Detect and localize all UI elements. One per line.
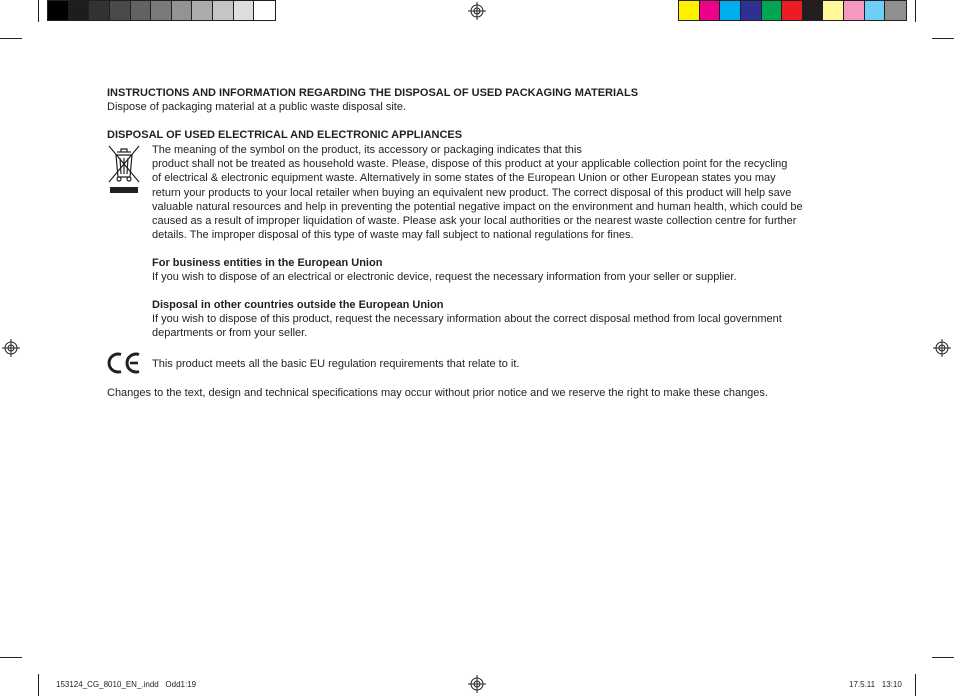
- other-countries-heading: Disposal in other countries outside the European Union: [152, 299, 444, 311]
- weee-paragraph: [152, 143, 857, 242]
- color-swatch: [741, 1, 762, 20]
- registration-mark-top-icon: [468, 2, 486, 20]
- slug-date-time: 17.5.11 13:10: [849, 680, 902, 689]
- grayscale-swatch: [110, 1, 131, 20]
- weee-line: valuable natural resources and help in preventing the potential negative impact on the environment and human health, which could be: [152, 200, 803, 213]
- grayscale-swatch: [234, 1, 255, 20]
- weee-line: The meaning of the symbol on the product, its accessory or packaging indicates that this: [152, 144, 582, 156]
- color-swatch-bar: [678, 0, 907, 21]
- color-swatch: [823, 1, 844, 20]
- registration-mark-right-icon: [933, 339, 951, 357]
- grayscale-swatch: [254, 1, 275, 20]
- crossed-out-wheelie-bin-icon: [107, 143, 141, 195]
- color-swatch: [762, 1, 783, 20]
- crop-mark-bottom-left-v: [38, 674, 39, 696]
- color-swatch: [720, 1, 741, 20]
- crop-mark-top-right-v: [915, 0, 916, 22]
- packaging-body: Dispose of packaging material at a public waste disposal site.: [107, 101, 406, 113]
- crop-mark-top-left-h: [0, 38, 22, 39]
- color-swatch: [865, 1, 886, 20]
- crop-mark-bottom-left-h: [0, 657, 22, 658]
- changes-notice: Changes to the text, design and technical specifications may occur without prior notice and we reserve the right to make these changes.: [107, 387, 768, 399]
- slug-file-name: 153124_CG_8010_EN_.indd Odd1:19: [56, 680, 197, 689]
- crop-mark-top-right-h: [932, 38, 954, 39]
- ce-statement: This product meets all the basic EU regulation requirements that relate to it.: [152, 358, 520, 370]
- other-countries-body: [152, 312, 857, 340]
- grayscale-swatch: [151, 1, 172, 20]
- crop-mark-bottom-right-h: [932, 657, 954, 658]
- color-swatch: [844, 1, 865, 20]
- other-countries-line: departments or from your seller.: [152, 327, 308, 340]
- grayscale-swatch: [192, 1, 213, 20]
- packaging-heading: INSTRUCTIONS AND INFORMATION REGARDING THE DISPOSAL OF USED PACKAGING MATERIALS: [107, 87, 639, 99]
- grayscale-swatch: [131, 1, 152, 20]
- grayscale-swatch: [89, 1, 110, 20]
- grayscale-swatch-bar: [47, 0, 276, 21]
- crop-mark-bottom-right-v: [915, 674, 916, 696]
- eu-business-body: If you wish to dispose of an electrical or electronic device, request the necessary information from your seller or supplier.: [152, 271, 737, 283]
- grayscale-swatch: [48, 1, 69, 20]
- grayscale-swatch: [213, 1, 234, 20]
- weee-line: product shall not be treated as household waste. Please, dispose of this product at your applicable collection point for the recycling: [152, 158, 788, 171]
- ce-mark-icon: [106, 351, 142, 375]
- color-swatch: [679, 1, 700, 20]
- crop-mark-top-left-v: [38, 0, 39, 22]
- other-countries-line: If you wish to dispose of this product, request the necessary information about the correct disposal method from local government: [152, 313, 782, 325]
- color-swatch: [782, 1, 803, 20]
- color-swatch: [700, 1, 721, 20]
- weee-line: of electrical & electronic equipment waste. Alternatively in some states of the European Union or other European states you may: [152, 172, 776, 185]
- registration-mark-bottom-icon: [468, 675, 486, 693]
- weee-line: return your products to your local retailer when buying an equivalent new product. The correct disposal of this product will help save: [152, 186, 792, 199]
- color-swatch: [803, 1, 824, 20]
- weee-line: details. The improper disposal of this type of waste may fall subject to national regulations for fines.: [152, 229, 634, 242]
- grayscale-swatch: [69, 1, 90, 20]
- grayscale-swatch: [172, 1, 193, 20]
- weee-heading: DISPOSAL OF USED ELECTRICAL AND ELECTRONIC APPLIANCES: [107, 129, 463, 141]
- weee-line: caused as a result of improper liquidation of waste. Please ask your local authorities or the nearest waste collection centre for further: [152, 215, 797, 228]
- color-swatch: [885, 1, 906, 20]
- eu-business-heading: For business entities in the European Union: [152, 257, 383, 269]
- registration-mark-left-icon: [2, 339, 20, 357]
